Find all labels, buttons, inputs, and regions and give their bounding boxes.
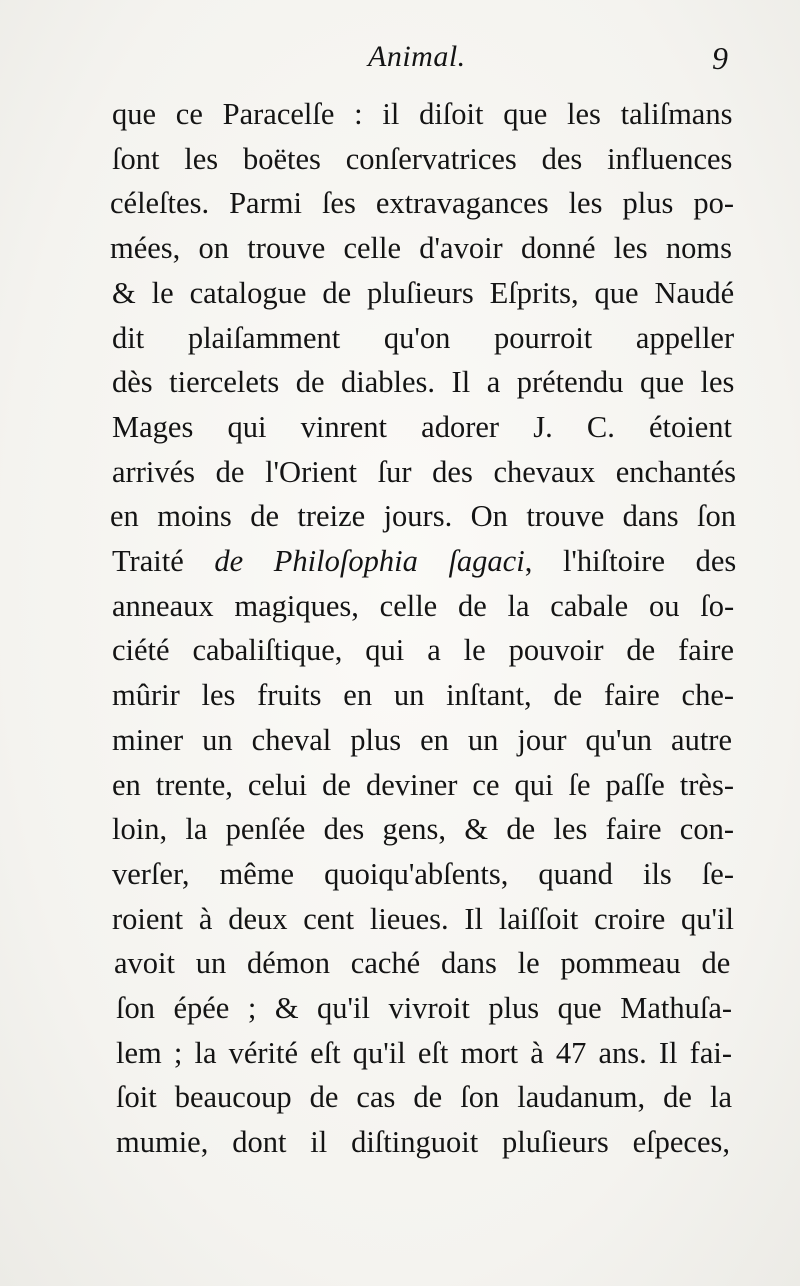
text-line: mumie, dont il diſtinguoit pluſieurs eſpeces, (116, 1125, 730, 1160)
running-head (0, 36, 800, 86)
text-line: en moins de treize jours. On trouve dans ſon (110, 499, 736, 534)
text-segment: , l'hiſtoire des (524, 544, 737, 578)
text-line: miner un cheval plus en un jour qu'un autre (112, 722, 732, 757)
text-line: verſer, même quoiqu'abſents, quand ils ſe- (112, 856, 734, 891)
text-line: anneaux magiques, celle de la cabale ou ſo- (112, 588, 735, 623)
text-line: ciété cabaliſtique, qui a le pouvoir de faire (112, 633, 734, 668)
text-line (112, 539, 736, 583)
text-line: ſoit beaucoup de cas de ſon laudanum, de la (116, 1080, 732, 1115)
text-line: loin, la penſée des gens, & de les faire con- (112, 812, 734, 847)
text-line: avoit un démon caché dans le pommeau de (114, 946, 731, 981)
text-line: mées, on trouve celle d'avoir donné les noms (110, 231, 732, 266)
text-line: mûrir les fruits en un inſtant, de faire che- (112, 678, 735, 713)
running-title: Animal. (368, 40, 466, 73)
text-line: ſont les boëtes conſervatrices des influences (112, 141, 733, 176)
text-line: en trente, celui de deviner ce qui ſe paſſe très- (112, 767, 734, 802)
text-segment: Traité (112, 544, 215, 578)
text-line: dès tiercelets de diables. Il a prétendu que les (112, 365, 735, 400)
text-line: & le catalogue de pluſieurs Eſprits, que Naudé (112, 275, 735, 310)
text-line: dit plaiſamment qu'on pourroit appeller (112, 320, 735, 355)
italic-title: de Philoſophia ſagaci (214, 544, 525, 578)
text-line: lem ; la vérité eſt qu'il eſt mort à 47 ans. Il fai- (116, 1035, 732, 1070)
text-line: Mages qui vinrent adorer J. C. étoient (112, 409, 732, 444)
text-line: ſon épée ; & qu'il vivroit plus que Mathuſa- (116, 991, 733, 1025)
page-number: 9 (712, 40, 728, 76)
text-line: roient à deux cent lieues. Il laiſſoit croire qu'il (112, 901, 734, 936)
text-line: céleſtes. Parmi ſes extravagances les plus po- (110, 186, 734, 221)
text-line: que ce Paracelſe : il diſoit que les taliſmans (112, 97, 733, 131)
text-line: arrivés de l'Orient ſur des chevaux enchantés (112, 454, 736, 489)
